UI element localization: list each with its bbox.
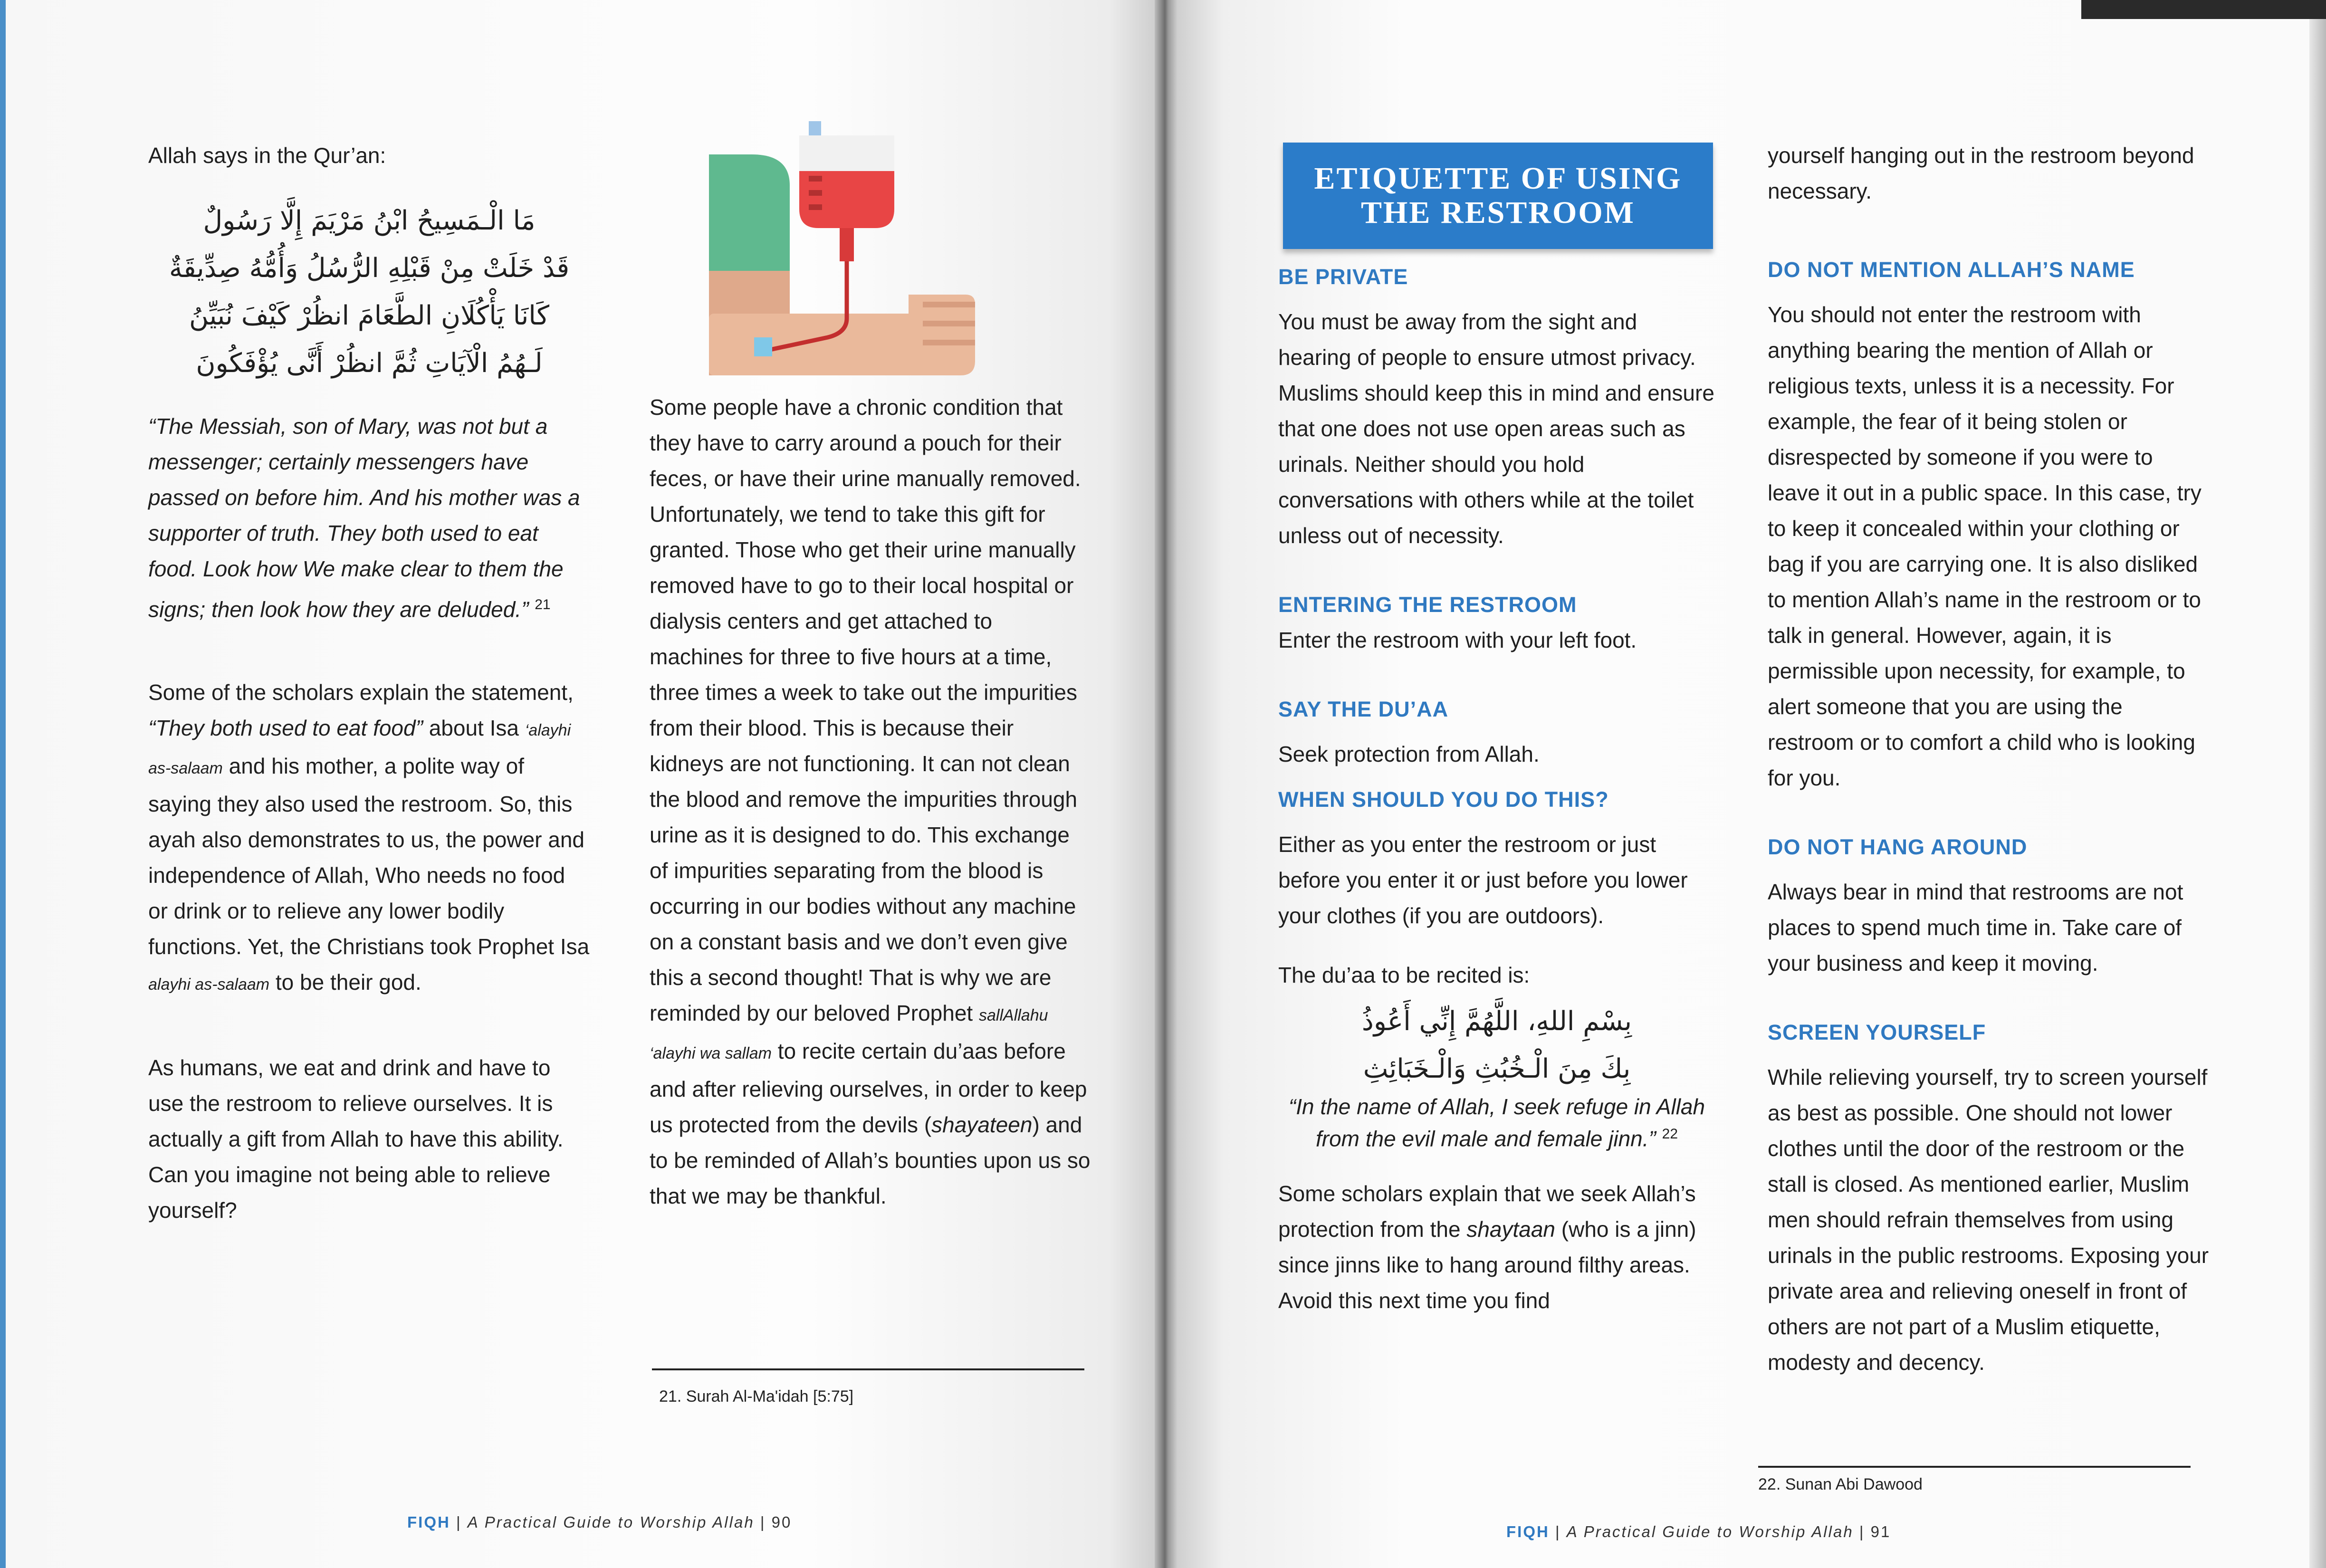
footnote-22: 22. Sunan Abi Dawood [1758, 1475, 1923, 1493]
footer-title: A Practical Guide to Worship Allah [467, 1513, 755, 1531]
text-run: (who is a jinn) since jinns like to hang around filthy areas. Avoid this next time you find [1278, 1217, 1696, 1313]
footer-separator: | [1555, 1523, 1561, 1540]
quran-intro: Allah says in the Qur’an: [148, 143, 386, 168]
scholars-paragraph [148, 675, 590, 1003]
footer-brand: FIQH [407, 1513, 450, 1531]
entering-paragraph: Enter the restroom with your left foot. [1278, 628, 1637, 652]
humans-paragraph: As humans, we eat and drink and have to use the restroom to relieve ourselves. It is actually a gift from Allah to have this ability. Can you imagine not being able to relieve yourself? [148, 1055, 564, 1223]
footer-brand: FIQH [1506, 1523, 1550, 1540]
verse-translation-text: “The Messiah, son of Mary, was not but a messenger; certainly messengers have passed on before him. And his mother was a supporter of truth. They both used to eat food. Look how We make clear to them the signs; then look how they are deluded.” [148, 414, 580, 622]
finger-line [923, 321, 975, 326]
honorific: ‘alayhi as-salaam [148, 721, 571, 778]
text-run: and his mother, a polite way of saying they also used the restroom. So, this ayah also demonstrates to us, the power and independence of Allah, Who needs no food or drink or to relieve any lower bodily functions. Yet, the Christians took Prophet Isa [148, 754, 590, 959]
iv-drip-illustration [699, 114, 975, 380]
bag-hook [809, 121, 821, 138]
do-not-mention-paragraph: You should not enter the restroom with anything bearing the mention of Allah or religious texts, unless it is a necessity. For example, the fear of it being stolen or disrespected by someone if you were to leave it out in a public space. In this case, try to keep it concealed within your clothing or bag if you are carrying one. It is also disliked to mention Allah’s name in the restroom or to talk in general. However, again, it is permissible upon necessity, for example, to alert someone that you are using the restroom or to comfort a child who is looking for you. [1768, 302, 2202, 790]
drip-chamber [840, 228, 854, 261]
text-run: Some scholars explain that we seek Allah’s protection from the [1278, 1181, 1696, 1242]
section-title-line-1: ETIQUETTE OF USING [1314, 161, 1682, 196]
heading-when: WHEN SHOULD YOU DO THIS? [1278, 787, 1609, 812]
arabic-verse-line-2: قَدْ خَلَتْ مِنْ قَبْلِهِ الرُّسُلُ وَأُمُّهُ صِدِّيقَةٌ [169, 253, 570, 284]
footer-separator: | [456, 1513, 462, 1531]
bag-tick [809, 176, 822, 182]
right-column-1 [1278, 259, 1715, 1319]
text-run: about Isa [422, 716, 525, 741]
arabic-verse [148, 197, 590, 387]
text-run: ) and to be reminded of Allah’s bounties upon us so that we may be thankful. [650, 1112, 1091, 1208]
text-run: to recite certain du’aas before and after relieving ourselves, in order to keep us protected from the devils ( [650, 1039, 1087, 1137]
page-number: | 90 [760, 1513, 792, 1531]
page-footer-left [407, 1513, 792, 1531]
duaa-translation [1278, 1093, 1715, 1152]
screen-yourself-paragraph: While relieving yourself, try to screen yourself as best as possible. One should not lower clothes until the door of the restroom or the stall is closed. As mentioned earlier, Muslim men should refrain themselves from using urinals in the public restrooms. Exposing your private area and relieving oneself in front of others are not part of a Muslim etiquette, modesty and decency. [1768, 1065, 2209, 1375]
chronic-condition-paragraph [650, 390, 1091, 1214]
cannula [754, 337, 772, 356]
text-run-italic: shayateen [931, 1112, 1033, 1137]
page-number: | 91 [1859, 1523, 1891, 1540]
footnote-divider [652, 1368, 1084, 1370]
footnote-divider [1758, 1466, 2191, 1468]
be-private-paragraph: You must be away from the sight and hearing of people to ensure utmost privacy. Muslims should keep this in mind and ensure that one does not use open areas such as urinals. Neither should you hold conversations with others while at the toilet unless out of necessity. [1278, 309, 1714, 548]
heading-say-duaa: SAY THE DU’AA [1278, 697, 1449, 721]
heading-screen-yourself: SCREEN YOURSELF [1768, 1020, 1986, 1044]
finger-line [923, 302, 975, 307]
scanner-top-edge [2081, 0, 2326, 19]
sleeve-shape [709, 154, 790, 271]
verse-translation [148, 409, 590, 627]
duaa-arabic-line-2: بِكَ مِنَ الْـخُبُثِ وَالْـخَبَائِثِ [1363, 1053, 1631, 1084]
page-footer-right [1506, 1523, 1891, 1541]
section-title-box [1283, 143, 1713, 249]
duaa-arabic-line-1: بِسْمِ اللهِ، اللَّهُمَّ إِنِّي أَعُوذُ [1361, 1006, 1632, 1037]
text-run-italic: shaytaan [1466, 1217, 1556, 1242]
arabic-verse-line-1: مَا الْـمَسِيحُ ابْنُ مَرْيَمَ إِلَّا رَسُولٌ [203, 205, 536, 236]
text-run: Some of the scholars explain the statement, [148, 680, 574, 705]
left-column-1 [148, 138, 590, 1228]
when-paragraph: Either as you enter the restroom or just before you enter it or just before you lower your clothes (if you are outdoors). [1278, 832, 1688, 928]
right-column-2 [1768, 138, 2210, 1380]
arabic-verse-line-3: كَانَا يَأْكُلَانِ الطَّعَامَ انظُرْ كَيْفَ نُبَيِّنُ [189, 300, 550, 331]
duaa-arabic [1278, 998, 1715, 1093]
shaytaan-paragraph [1278, 1176, 1715, 1319]
do-not-hang-paragraph: Always bear in mind that restrooms are not places to spend much time in. Take care of your business and keep it moving. [1768, 880, 2183, 975]
heading-entering-restroom: ENTERING THE RESTROOM [1278, 593, 1577, 617]
text-run-italic: “They both used to eat food” [148, 716, 423, 741]
say-duaa-paragraph: Seek protection from Allah. [1278, 742, 1540, 766]
footnote-ref-22: 22 [1662, 1126, 1678, 1142]
section-title-line-2: THE RESTROOM [1361, 195, 1635, 230]
honorific: sallAllahu ‘alayhi wa sallam [650, 1006, 1048, 1062]
heading-be-private: BE PRIVATE [1278, 265, 1408, 289]
heading-do-not-mention: DO NOT MENTION ALLAH’S NAME [1768, 258, 2135, 282]
footnote-21: 21. Surah Al-Ma'idah [5:75] [659, 1387, 854, 1405]
bag-tick [809, 204, 822, 210]
text-run: to be their god. [269, 970, 421, 995]
duaa-translation-text: “In the name of Allah, I seek refuge in Allah from the evil male and female jinn.” [1288, 1094, 1705, 1151]
finger-line [923, 340, 975, 345]
arabic-verse-line-4: لَـهُمُ الْآيَاتِ ثُمَّ انظُرْ أَنَّى يُؤْفَكُونَ [196, 348, 543, 379]
left-column-2 [650, 390, 1091, 1214]
footer-title: A Practical Guide to Worship Allah [1566, 1523, 1854, 1540]
book-right-edge [2309, 19, 2326, 1568]
continued-paragraph: yourself hanging out in the restroom beyond necessary. [1768, 143, 2194, 203]
honorific: alayhi as-salaam [148, 975, 270, 994]
left-page [6, 0, 1155, 1568]
book-gutter [1155, 0, 1177, 1568]
footnote-ref-21: 21 [535, 597, 551, 612]
text-run: Some people have a chronic condition that they have to carry around a pouch for their feces, or have their urine manually removed. Unfortunately, we tend to take this gift for granted. Those who get their urine manually removed have to go to their local hospital or dialysis centers and get attached to machines for three to five hours at a time, three times a week to take out the impurities from their blood. This is because their kidneys are not functioning. It can not clean the blood and remove the impurities through urine as it is designed to do. This exchange of impurities separating from the blood is occurring in our bodies without any machine on a constant basis and we don’t even give this a second thought! That is why we are reminded by our beloved Prophet [650, 395, 1081, 1025]
duaa-intro: The du’aa to be recited is: [1278, 963, 1530, 987]
heading-do-not-hang: DO NOT HANG AROUND [1768, 835, 2028, 859]
book-left-edge [0, 0, 6, 1568]
bag-tick [809, 190, 822, 196]
